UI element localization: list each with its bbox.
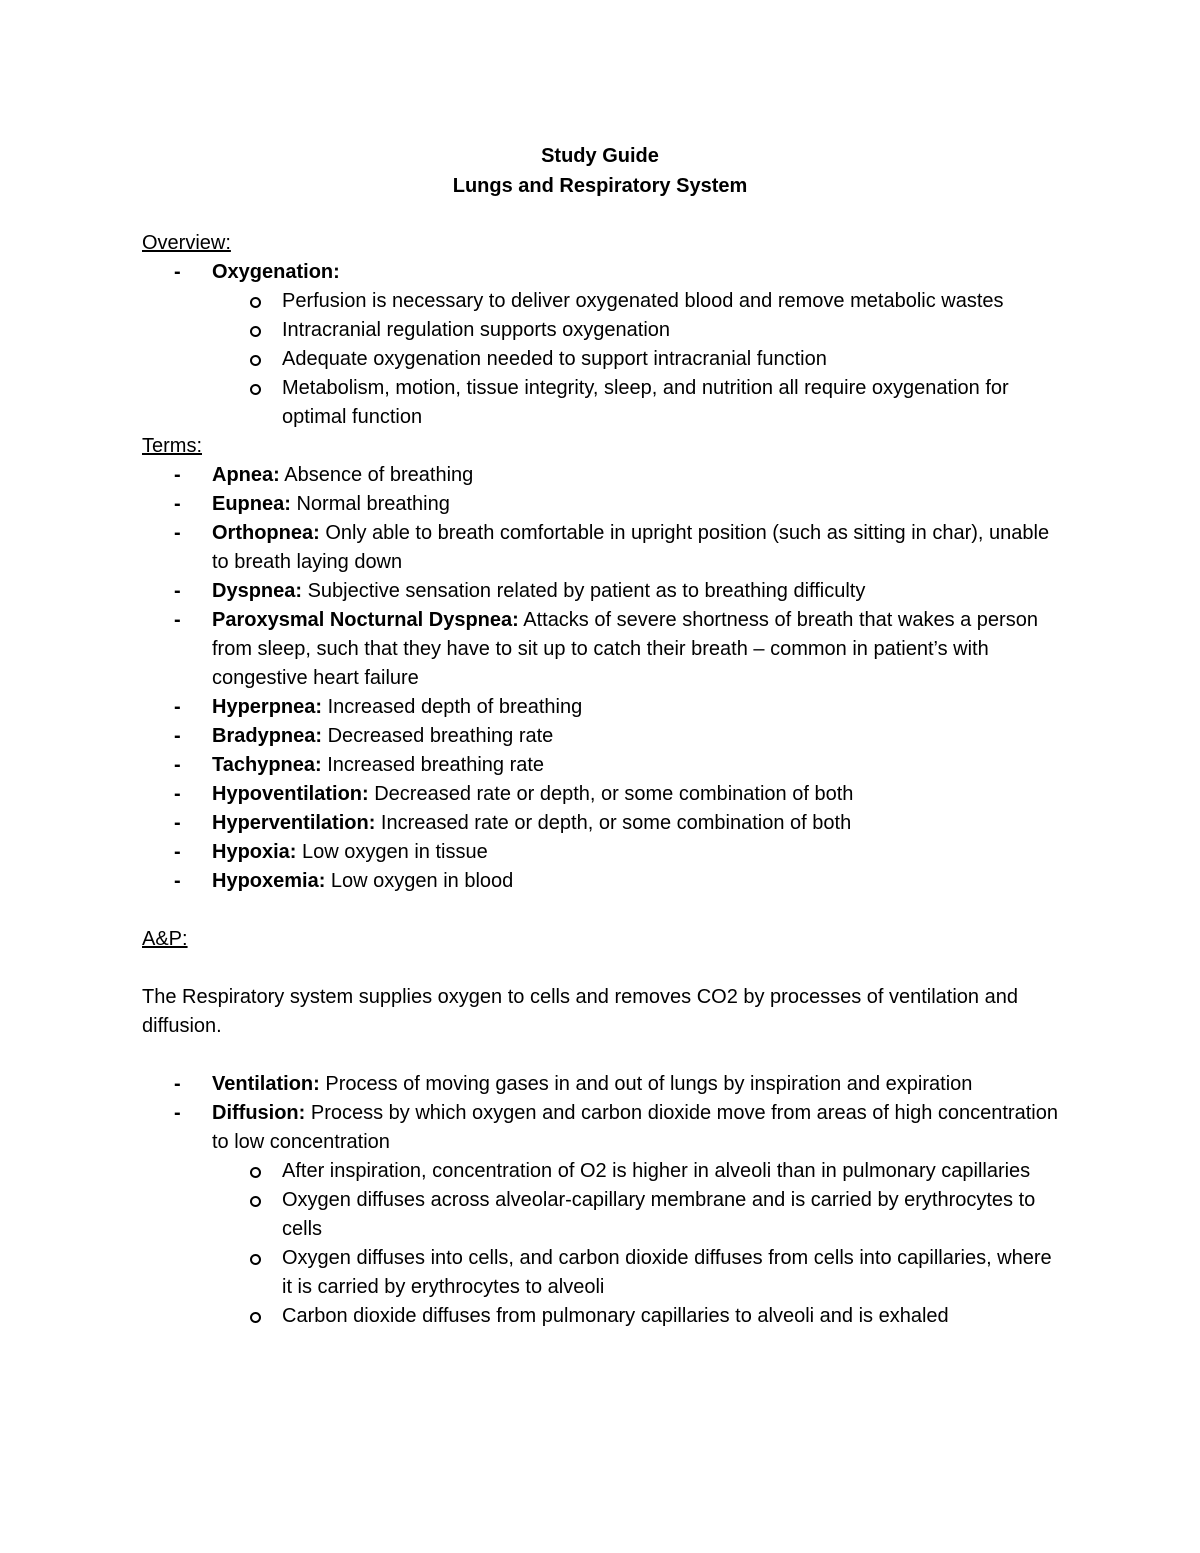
spacer: [142, 1041, 1062, 1070]
terms-heading: Terms:: [142, 435, 202, 457]
dash-bullet: -: [174, 696, 181, 718]
dash-bullet: -: [174, 754, 181, 776]
term-item: [142, 809, 1062, 838]
ap-item: [142, 1070, 1062, 1099]
term-definition: Process of moving gases in and out of lungs by inspiration and expiration: [319, 1073, 973, 1095]
circle-bullet-icon: [250, 1196, 261, 1207]
term-definition: Decreased breathing rate: [322, 725, 554, 747]
term-label: Oxygenation:: [212, 261, 340, 283]
circle-bullet-icon: [250, 384, 261, 395]
sub-item-text: After inspiration, concentration of O2 is higher in alveoli than in pulmonary capillaries: [282, 1160, 1031, 1182]
overview-heading: Overview:: [142, 232, 231, 254]
dash-bullet: -: [174, 870, 181, 892]
term-label: Ventilation:: [212, 1073, 320, 1095]
circle-bullet-icon: [250, 1312, 261, 1323]
term-label: Diffusion:: [212, 1102, 306, 1124]
term-item: [142, 867, 1062, 896]
sub-item: [142, 1244, 1062, 1302]
sub-item-text: Carbon dioxide diffuses from pulmonary capillaries to alveoli and is exhaled: [282, 1305, 949, 1327]
term-definition: Low oxygen in tissue: [296, 841, 488, 863]
dash-bullet: -: [174, 1102, 181, 1124]
term-label: Tachypnea:: [212, 754, 322, 776]
term-label: Paroxysmal Nocturnal Dyspnea:: [212, 609, 519, 631]
sub-item: [142, 1186, 1062, 1244]
sub-item-text: Adequate oxygenation needed to support intracranial function: [282, 348, 827, 370]
term-label: Hypoxemia:: [212, 870, 326, 892]
circle-bullet-icon: [250, 1254, 261, 1265]
term-item: [142, 461, 1062, 490]
term-definition: Increased rate or depth, or some combination of both: [375, 812, 852, 834]
term-label: Hypoxia:: [212, 841, 297, 863]
term-item: [142, 490, 1062, 519]
sub-item: [142, 1302, 1062, 1331]
spacer: [142, 954, 1062, 983]
term-label: Eupnea:: [212, 493, 291, 515]
term-item: [142, 751, 1062, 780]
term-item: [142, 722, 1062, 751]
sub-item-text: Intracranial regulation supports oxygenation: [282, 319, 671, 341]
term-label: Bradypnea:: [212, 725, 323, 747]
dash-bullet: -: [174, 783, 181, 805]
dash-bullet: -: [174, 522, 181, 544]
circle-bullet-icon: [250, 326, 261, 337]
term-definition: Attacks of severe shortness of breath that wakes a person from sleep, such that they have to sit up to catch their breath – common in patient’s with congestive heart failure: [212, 609, 1038, 689]
term-item: [142, 693, 1062, 722]
sub-item-text: Perfusion is necessary to deliver oxygenated blood and remove metabolic wastes: [282, 290, 1004, 312]
dash-bullet: -: [174, 609, 181, 631]
spacer: [142, 896, 1062, 925]
term-definition: Decreased rate or depth, or some combination of both: [368, 783, 854, 805]
dash-bullet: -: [174, 493, 181, 515]
term-label: Hyperpnea:: [212, 696, 323, 718]
term-item: [142, 838, 1062, 867]
sub-item: [142, 374, 1062, 432]
term-item: [142, 519, 1062, 577]
ap-heading: A&P:: [142, 928, 188, 950]
dash-bullet: -: [174, 1073, 181, 1095]
term-definition: Increased breathing rate: [321, 754, 545, 776]
term-definition: Subjective sensation related by patient as to breathing difficulty: [302, 580, 866, 602]
term-label: Dyspnea:: [212, 580, 303, 602]
page-title: Study Guide: [541, 145, 659, 167]
term-label: Hyperventilation:: [212, 812, 376, 834]
term-item: [142, 606, 1062, 693]
sub-item: [142, 1157, 1062, 1186]
circle-bullet-icon: [250, 1167, 261, 1178]
ap-item: [142, 1099, 1062, 1157]
dash-bullet: -: [174, 580, 181, 602]
term-item: [142, 780, 1062, 809]
circle-bullet-icon: [250, 355, 261, 366]
sub-item: [142, 316, 1062, 345]
term-definition: Low oxygen in blood: [325, 870, 514, 892]
term-definition: Process by which oxygen and carbon dioxide move from areas of high concentration to low concentration: [212, 1102, 1058, 1153]
ap-intro-paragraph: The Respiratory system supplies oxygen to cells and removes CO2 by processes of ventilation and diffusion.: [142, 986, 1018, 1037]
sub-item: [142, 287, 1062, 316]
dash-bullet: -: [174, 464, 181, 486]
dash-bullet: -: [174, 261, 181, 283]
document-body: [142, 229, 1062, 1331]
term-label: Hypoventilation:: [212, 783, 369, 805]
term-definition: Increased depth of breathing: [322, 696, 583, 718]
sub-item-text: Metabolism, motion, tissue integrity, sleep, and nutrition all require oxygenation for optimal function: [282, 377, 1009, 428]
term-label: Orthopnea:: [212, 522, 320, 544]
circle-bullet-icon: [250, 297, 261, 308]
sub-item-text: Oxygen diffuses across alveolar-capillary membrane and is carried by erythrocytes to cells: [282, 1189, 1036, 1240]
dash-bullet: -: [174, 725, 181, 747]
page-subtitle: Lungs and Respiratory System: [452, 175, 748, 197]
sub-item-text: Oxygen diffuses into cells, and carbon dioxide diffuses from cells into capillaries, where it is carried by erythrocytes to alveoli: [282, 1247, 1052, 1298]
term-definition: Only able to breath comfortable in upright position (such as sitting in char), unable to breath laying down: [212, 522, 1050, 573]
term-definition: Absence of breathing: [279, 464, 474, 486]
sub-item: [142, 345, 1062, 374]
dash-bullet: -: [174, 841, 181, 863]
dash-bullet: -: [174, 812, 181, 834]
term-item: [142, 577, 1062, 606]
term-label: Apnea:: [212, 464, 280, 486]
term-definition: Normal breathing: [290, 493, 450, 515]
overview-item: [142, 258, 1062, 287]
